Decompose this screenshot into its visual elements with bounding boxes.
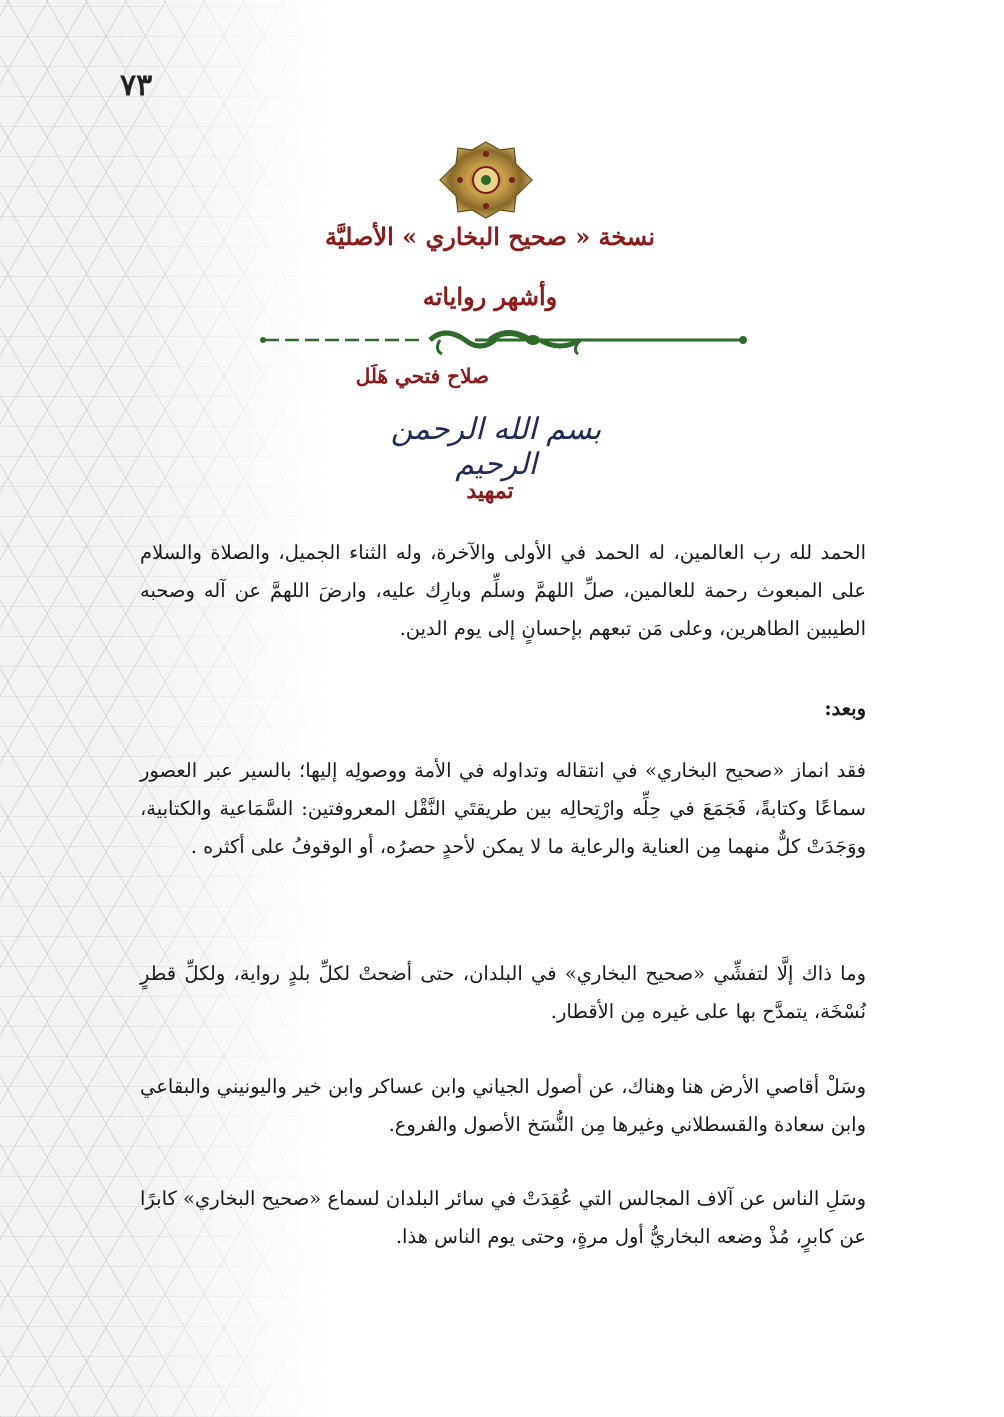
paragraph-text: وسَلِ الناس عن آلاف المجالس التي عُقِدَتْ في سائر البلدان لسماع «صحيح البخاري» كابرًا عن كابرٍ، مُذْ وضعه البخاريُّ أول مرةٍ، وحتى يوم الناس هذا.: [140, 1187, 866, 1248]
paragraph: [140, 955, 866, 1031]
author-name: صلاح فتحي هَلَل: [355, 364, 489, 388]
paragraph-text: وبعد:: [824, 697, 866, 720]
section-heading: تمهيد: [466, 478, 514, 504]
title-line-1: نسخة « صحيح البخاري » الأصليَّة: [324, 222, 656, 251]
paragraph-text: فقد انماز «صحيح البخاري» في انتقاله وتداوله في الأمة ووصولِه إليها؛ بالسير عبر العصور سماعًا وكتابةً، فَجَمَعَ في حِلِّه وارْتِحالِه بين طريقتَي النَّقْل المعروفتين: السَّمَاعية والكتابية، ووَجَدَتْ كلٌّ منهما مِن العناية والرعاية ما لا يمكن لأحدٍ حصرُه، أو الوقوفُ على أكثره .: [140, 759, 866, 858]
paragraph: [140, 1180, 866, 1256]
ornamental-divider-icon: [255, 322, 755, 358]
paragraph-text: وما ذاك إلَّا لتفشِّي «صحيح البخاري» في البلدان، حتى أضحتْ لكلِّ بلدٍ رواية، ولكلِّ قطرٍ نُسْخَة، يتمدَّح بها على غيره مِن الأقطار.: [140, 962, 866, 1023]
title-line-2: وأشهر رواياته: [422, 282, 558, 311]
paragraph-text: الحمد لله رب العالمين، له الحمد في الأولى والآخرة، وله الثناء الجميل، والصلاة والسلام على المبعوث رحمة للعالمين، صلِّ اللهمَّ وسلِّم وبارِك عليه، وارضَ اللهمَّ عن آله وصحبه الطيبين الطاهرين، وعلى مَن تبعهم بإحسانٍ إلى يوم الدين.: [140, 541, 866, 640]
paragraph: [140, 690, 866, 728]
basmala-calligraphy: بسم الله الرحمن الرحيم: [390, 412, 602, 482]
paragraph-text: وسَلْ أقاصي الأرض هنا وهناك، عن أصول الجياني وابن عساكر وابن خير واليونيني والبقاعي وابن سعادة والقسطلاني وغيرها مِن النُّسَخ الأصول والفروع.: [140, 1075, 866, 1136]
paragraph: [140, 534, 866, 648]
paragraph: [140, 1068, 866, 1144]
page-number: ٧٣: [120, 68, 153, 103]
ornament-medallion-icon: [436, 140, 536, 220]
paragraph: [140, 752, 866, 866]
